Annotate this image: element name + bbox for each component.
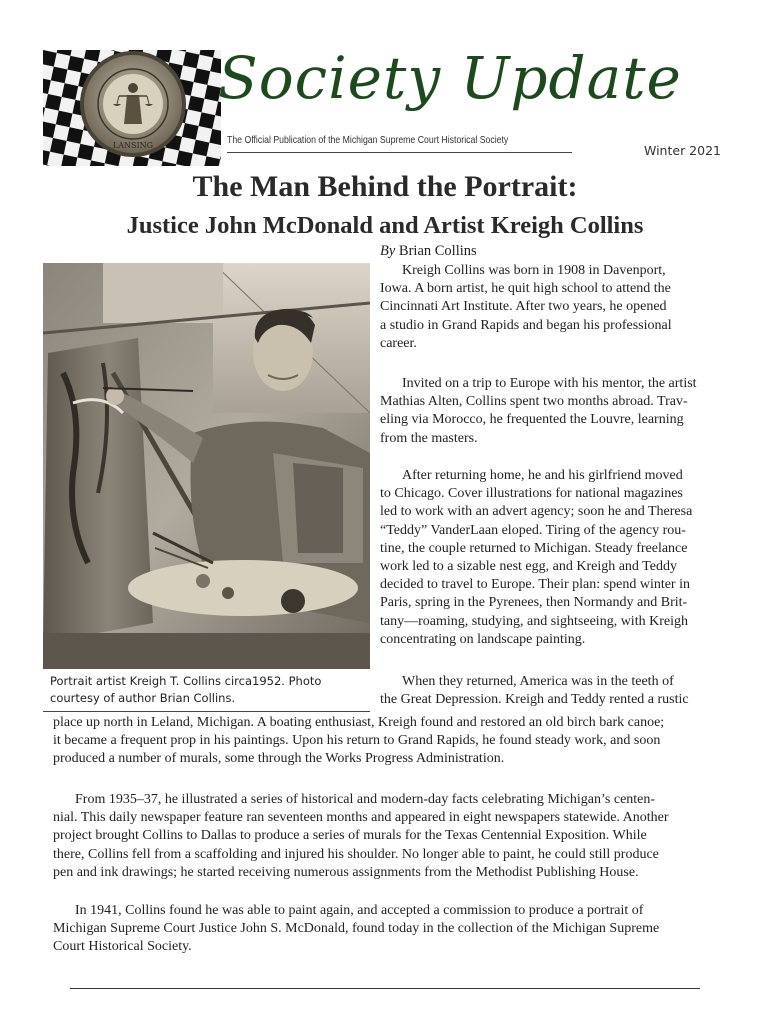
paragraph-1 bbox=[380, 262, 725, 353]
text-line: tine, the couple returned to Michigan. Steady freelance bbox=[380, 540, 688, 556]
byline-prefix: By bbox=[380, 243, 396, 259]
text-line: decided to travel to Europe. Their plan: spend winter in bbox=[380, 577, 690, 593]
text-line: pen and ink drawings; he started receiving numerous assignments from the Methodist Publishing House. bbox=[53, 864, 639, 880]
seal-graphic bbox=[43, 50, 221, 166]
text-line: From 1935–37, he illustrated a series of historical and modern-day facts celebrating Michigan’s centen- bbox=[75, 792, 656, 807]
text-line: led to work with an advert agency; soon he and Theresa bbox=[380, 504, 693, 520]
text-line: eling via Morocco, he frequented the Louvre, learning bbox=[380, 412, 684, 428]
paragraph-4 bbox=[380, 673, 725, 709]
issue-date: Winter 2021 bbox=[644, 143, 721, 158]
text-line: After returning home, he and his girlfriend moved bbox=[402, 468, 683, 483]
society-logo bbox=[43, 50, 221, 166]
footer-divider bbox=[70, 988, 700, 989]
paragraph-3 bbox=[380, 467, 725, 649]
text-line: a studio in Grand Rapids and began his professional bbox=[380, 317, 672, 333]
publication-subtitle: The Official Publication of the Michigan Supreme Court Historical Society bbox=[227, 134, 509, 146]
text-line: Invited on a trip to Europe with his mentor, the artist bbox=[402, 376, 697, 391]
byline bbox=[380, 242, 477, 261]
text-line: career. bbox=[380, 335, 417, 351]
text-line: produced a number of murals, some through the Works Progress Administration. bbox=[53, 751, 505, 767]
caption-line: Portrait artist Kreigh T. Collins circa1952. Photo bbox=[50, 674, 322, 688]
text-line: to Chicago. Cover illustrations for national magazines bbox=[380, 486, 683, 502]
text-line: tany—roaming, studying, and sightseeing, with Kreigh bbox=[380, 613, 688, 629]
text-line: place up north in Leland, Michigan. A boating enthusiast, Kreigh found and restored an old birch bark canoe; bbox=[53, 715, 665, 730]
paragraph-6 bbox=[53, 902, 723, 957]
publication-title: Society Update bbox=[218, 44, 682, 112]
text-line: nial. This daily newspaper feature ran seventeen months and appeared in eight newspapers statewide. Another bbox=[53, 810, 669, 826]
text-line: Court Historical Society. bbox=[53, 939, 192, 955]
text-line: from the masters. bbox=[380, 430, 478, 446]
text-line: Mathias Alten, Collins spent two months abroad. Trav- bbox=[380, 394, 688, 410]
text-line: When they returned, America was in the teeth of bbox=[402, 674, 674, 689]
paragraph-2 bbox=[380, 375, 725, 448]
text-line: concentrating on landscape painting. bbox=[380, 631, 586, 647]
author-name: Brian Collins bbox=[398, 243, 477, 259]
text-line: Iowa. A born artist, he quit high school to attend the bbox=[380, 281, 671, 297]
svg-text:LANSING: LANSING bbox=[112, 141, 154, 150]
text-line: In 1941, Collins found he was able to paint again, and accepted a commission to produce a portrait of bbox=[75, 903, 644, 918]
text-line: Michigan Supreme Court Justice John S. McDonald, found today in the collection of the Michigan Supreme bbox=[53, 921, 660, 937]
artist-photo bbox=[43, 263, 370, 669]
caption-line: courtesy of author Brian Collins. bbox=[50, 691, 236, 705]
text-line: Kreigh Collins was born in 1908 in Davenport, bbox=[402, 263, 666, 278]
text-line: it became a frequent prop in his paintings. Upon his return to Grand Rapids, he found steady work, and soon bbox=[53, 733, 661, 749]
text-line: “Teddy” VanderLaan eloped. Tiring of the agency rou- bbox=[380, 522, 686, 538]
text-line: there, Collins fell from a scaffolding and injured his shoulder. No longer able to paint, he could still produce bbox=[53, 846, 659, 862]
text-line: the Great Depression. Kreigh and Teddy rented a rustic bbox=[380, 692, 689, 708]
article-headline: The Man Behind the Portrait: bbox=[192, 170, 578, 203]
photo-caption bbox=[50, 673, 350, 707]
text-line: Cincinnati Art Institute. After two years, he opened bbox=[380, 299, 667, 315]
text-line: project brought Collins to Dallas to produce a series of murals for the Texas Centennial Exposition. While bbox=[53, 828, 647, 844]
text-line: Paris, spring in the Pyrenees, then Normandy and Brit- bbox=[380, 595, 688, 611]
text-line: work led to a sizable nest egg, and Kreigh and Teddy bbox=[380, 559, 677, 575]
paragraph-5 bbox=[53, 791, 723, 882]
masthead-divider bbox=[227, 152, 572, 153]
paragraph-4-continued bbox=[53, 714, 723, 769]
article-subheadline: Justice John McDonald and Artist Kreigh Collins bbox=[126, 212, 644, 239]
caption-divider bbox=[43, 711, 370, 712]
